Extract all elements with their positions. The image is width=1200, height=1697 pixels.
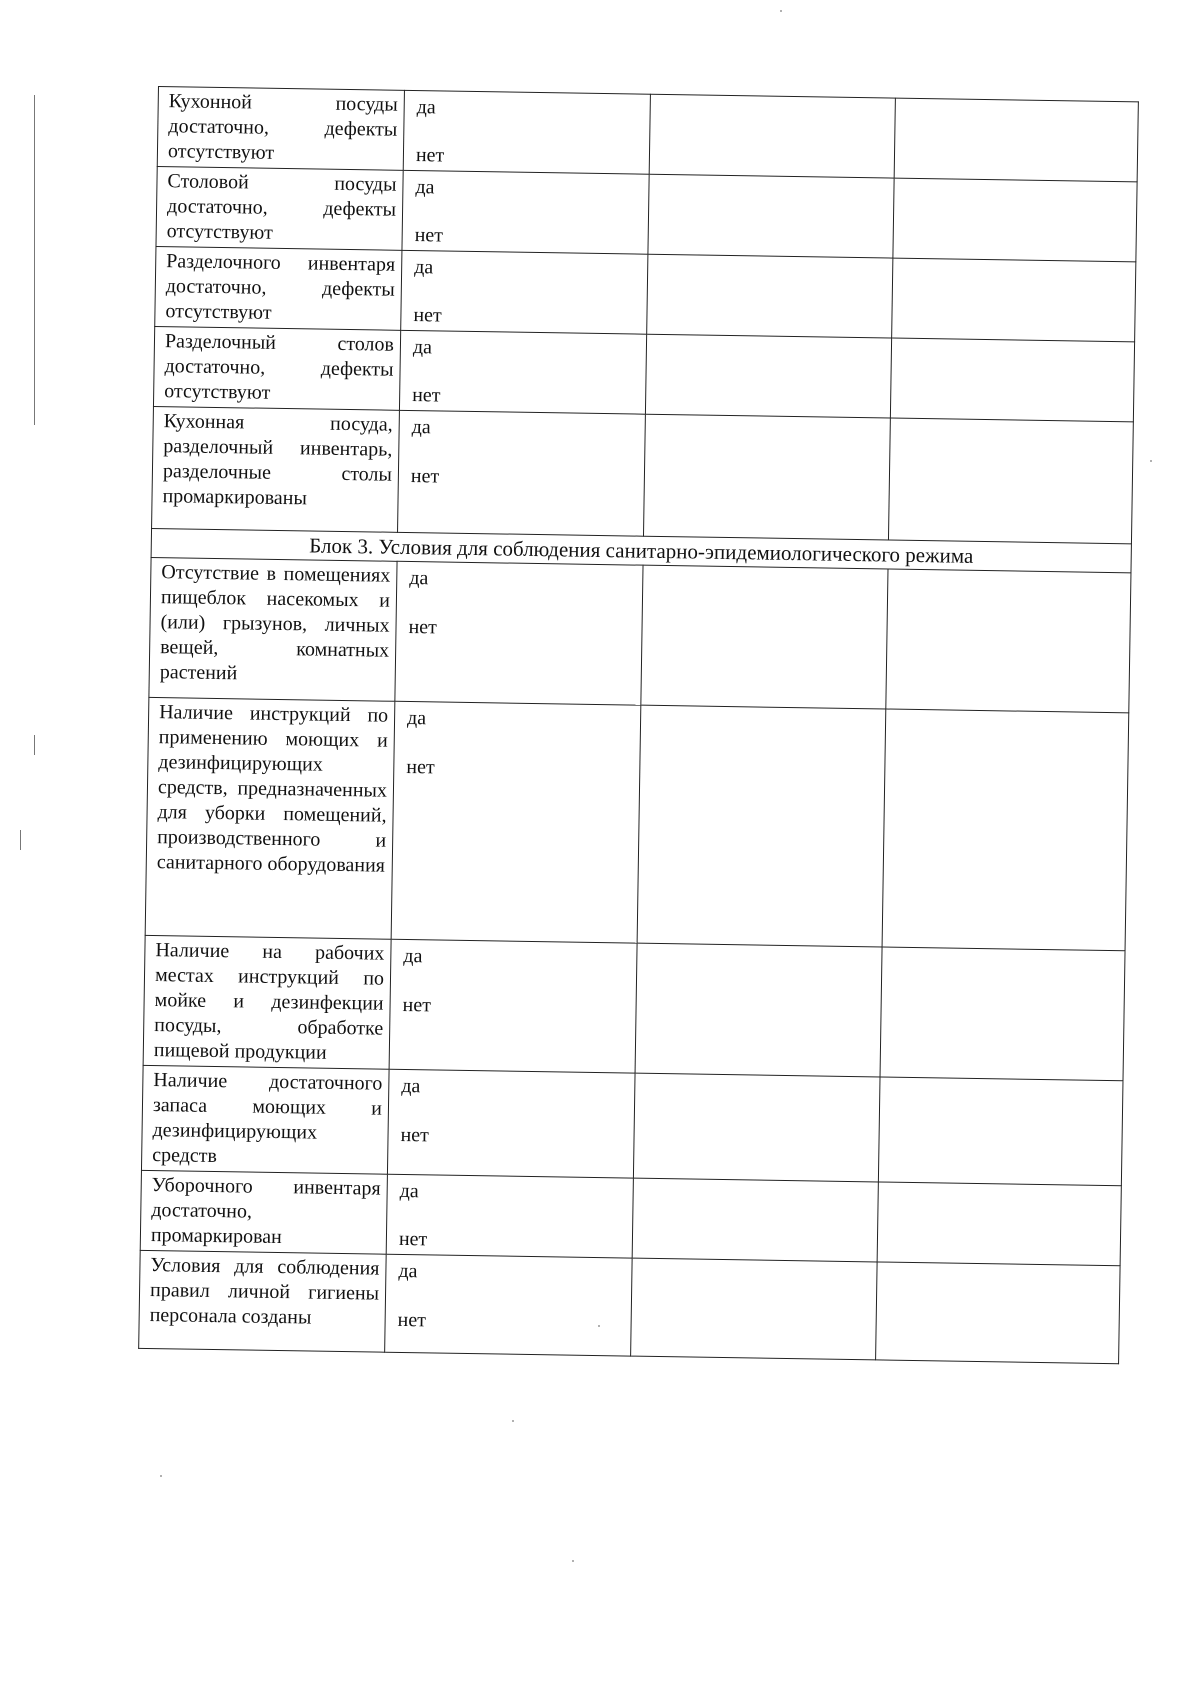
table-row (149, 557, 1131, 712)
empty-cell (632, 1178, 878, 1262)
empty-cell (890, 338, 1134, 422)
answer-options-cell (386, 1174, 633, 1258)
empty-cell (893, 178, 1137, 262)
answer-no: нет (406, 755, 435, 779)
scan-margin-mark (34, 95, 35, 425)
empty-cell (892, 258, 1136, 342)
answer-no: нет (402, 993, 432, 1017)
table-row (152, 406, 1134, 543)
answer-yes: да (416, 96, 436, 119)
empty-cell (876, 1262, 1121, 1364)
answer-yes: да (409, 567, 429, 590)
answer-options-cell (389, 939, 637, 1073)
empty-cell (643, 414, 890, 540)
empty-cell (641, 565, 888, 709)
answer-yes: да (398, 1259, 418, 1283)
answer-no: нет (408, 616, 438, 639)
answer-no: нет (410, 465, 440, 488)
empty-cell (877, 1182, 1121, 1266)
table-row (145, 697, 1129, 950)
answer-options-cell (398, 410, 646, 536)
question-cell: Наличие на рабочих местах инструкций по мойке и дезинфекции посуды, обработке пищевой продукции (143, 935, 391, 1069)
table-row (140, 1170, 1121, 1265)
answer-yes: да (412, 336, 433, 359)
empty-cell (633, 1073, 880, 1182)
answer-no: нет (413, 304, 442, 327)
question-cell: Уборочного инвентаря достаточно, промаркирован (140, 1170, 387, 1254)
answer-no: нет (415, 144, 445, 167)
answer-yes: да (411, 416, 431, 439)
answer-yes: да (415, 176, 435, 199)
block-3-title: Блок 3. Условия для соблюдения санитарно-эпидемиологического режима (151, 528, 1131, 572)
empty-cell (886, 569, 1131, 713)
question-cell: Столовой посуды достаточно, дефекты отсутствуют (156, 166, 403, 250)
question-cell: Кухонной посуды достаточно, дефекты отсутствуют (157, 87, 404, 171)
table-row (139, 1250, 1120, 1363)
question-cell: Разделочного инвентаря достаточно, дефекты отсутствуют (155, 246, 402, 330)
table-row (157, 87, 1138, 182)
question-cell: Наличие инструкций по применению моющих и дезинфицирующих средств, предназначенных для уборки помещений, производственного и санитарного оборудования (145, 697, 395, 939)
answer-yes: да (406, 706, 427, 730)
table-row (155, 246, 1136, 341)
answer-options-cell (385, 1254, 633, 1356)
answer-no: нет (397, 1308, 427, 1332)
answer-no: нет (414, 224, 444, 247)
empty-cell (648, 174, 894, 258)
question-cell: Наличие достаточного запаса моющих и дезинфицирующих средств (141, 1065, 389, 1174)
table-row (143, 935, 1125, 1080)
empty-cell (635, 943, 882, 1077)
answer-options-cell (403, 90, 650, 174)
table-row (153, 326, 1134, 421)
answer-yes: да (403, 944, 423, 968)
empty-cell (882, 709, 1129, 951)
answer-no: нет (400, 1123, 430, 1147)
inspection-checklist-page (138, 86, 1158, 1365)
answer-yes: да (399, 1179, 419, 1203)
checklist-table (138, 86, 1139, 1364)
scan-margin-mark (34, 735, 35, 755)
empty-cell (888, 418, 1133, 544)
answer-options-cell (395, 561, 643, 705)
table-row (141, 1065, 1123, 1185)
answer-options-cell (387, 1069, 635, 1178)
empty-cell (880, 947, 1125, 1081)
answer-options-cell (401, 250, 648, 334)
question-cell: Условия для соблюдения правил личной гигиены персонала созданы (139, 1250, 387, 1352)
question-cell: Кухонная посуда, разделочный инвентарь, разделочные столы промаркированы (152, 406, 400, 532)
question-cell: Отсутствие в помещениях пищеблок насекомых и (или) грызунов, личных вещей, комнатных растений (149, 557, 397, 701)
scan-margin-mark (20, 830, 21, 850)
empty-cell (631, 1258, 878, 1360)
empty-cell (878, 1077, 1123, 1186)
empty-cell (637, 705, 886, 947)
answer-yes: да (414, 256, 434, 279)
empty-cell (645, 334, 891, 418)
answer-no: нет (412, 384, 441, 407)
question-cell: Разделочный столов достаточно, дефекты отсутствуют (153, 326, 400, 410)
table-row (156, 166, 1137, 261)
answer-options-cell (402, 170, 649, 254)
empty-cell (894, 98, 1138, 182)
answer-options-cell (391, 701, 641, 943)
answer-no: нет (398, 1227, 428, 1251)
empty-cell (649, 94, 895, 178)
answer-yes: да (401, 1074, 421, 1098)
empty-cell (647, 254, 893, 338)
answer-options-cell (399, 330, 646, 414)
